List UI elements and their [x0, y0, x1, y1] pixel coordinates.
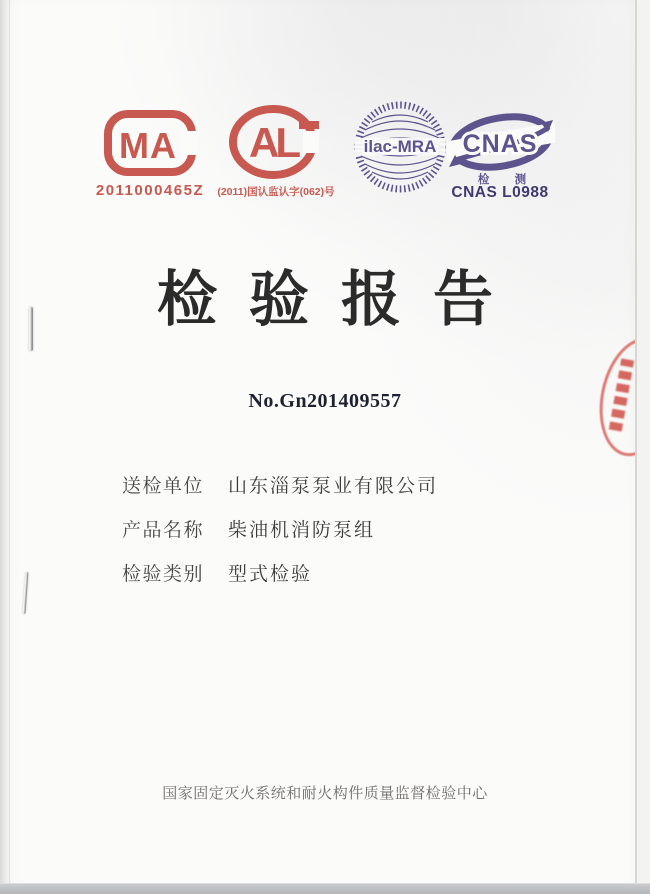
- field-value: 柴油机消防泵组: [228, 520, 376, 541]
- page-edge-right: [635, 0, 650, 894]
- report-title: 检验报告: [157, 266, 525, 333]
- cal-certificate-number: (2011)国认监认字(062)号: [217, 186, 335, 198]
- issuing-center-name: 国家固定灭火系统和耐火构件质量监督检验中心: [162, 785, 488, 802]
- cma-certificate-number: 2011000465Z: [95, 182, 205, 199]
- report-number: No.Gn201409557: [248, 390, 402, 412]
- field-label: 产品名称: [122, 520, 205, 541]
- cnas-logo-icon: [447, 110, 555, 179]
- field-row-product: [122, 518, 438, 544]
- field-row-inspection-type: [122, 562, 438, 588]
- cma-logo-icon: [103, 109, 197, 184]
- cal-logo-icon: [229, 105, 319, 184]
- scanner-bottom-strip: [0, 883, 650, 894]
- cnas-label: CNAS: [462, 130, 538, 158]
- ilac-mra-logo-icon: [353, 100, 447, 199]
- svg-text:MA: MA: [119, 125, 177, 166]
- svg-text:AL: AL: [249, 119, 297, 166]
- staple: [23, 572, 29, 614]
- field-value: 型式检验: [228, 564, 313, 585]
- cnas-category-label: 检 测: [477, 174, 538, 186]
- field-row-client: [122, 474, 438, 500]
- staple: [29, 307, 33, 351]
- page-edge-left-line: [9, 0, 10, 894]
- report-fields: [122, 474, 438, 606]
- ilac-mra-label: ilac-MRA: [363, 137, 437, 156]
- field-label: 送检单位: [122, 476, 205, 497]
- cnas-accreditation-number: CNAS L0988: [451, 184, 549, 201]
- field-value: 山东淄泵泵业有限公司: [228, 476, 439, 497]
- field-label: 检验类别: [122, 564, 205, 585]
